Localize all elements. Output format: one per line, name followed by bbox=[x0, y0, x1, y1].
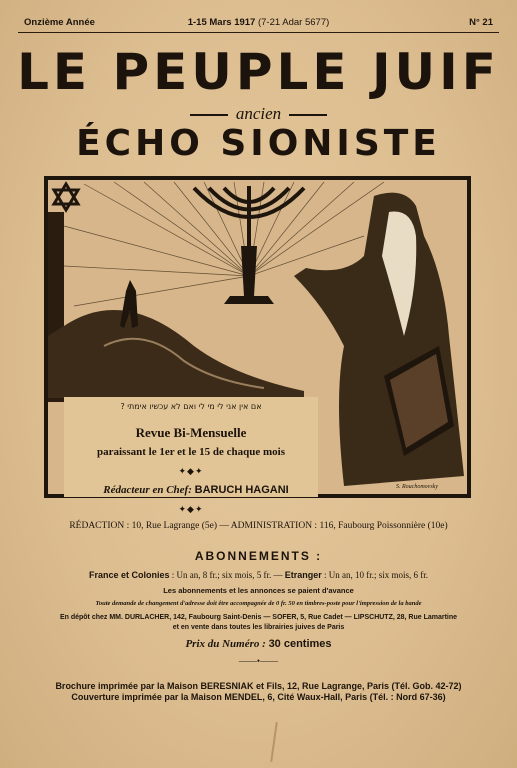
price-line bbox=[12, 638, 505, 650]
hebrew-caption: אם אין אני לי מי לי ואם לא עכשיו אימתי ? bbox=[120, 402, 262, 411]
editor-line bbox=[56, 484, 336, 496]
abonnements-heading: ABONNEMENTS : bbox=[194, 549, 323, 563]
subscription-rates bbox=[12, 570, 505, 580]
france-price: : Un an, 8 fr.; six mois, 5 fr. — bbox=[171, 570, 283, 580]
date-gregorian: 1-15 Mars 1917 bbox=[187, 17, 256, 28]
issue-number: N° 21 bbox=[469, 17, 493, 28]
revue-label: Revue Bi-Mensuelle bbox=[135, 425, 247, 440]
masthead-former-title: ÉCHO SIONISTE bbox=[76, 123, 441, 164]
editor-label: Rédacteur en Chef: bbox=[103, 484, 192, 496]
ornament-2: ✦◆✦ bbox=[178, 504, 204, 514]
header-line bbox=[24, 17, 493, 33]
header-rule bbox=[18, 32, 499, 33]
former-label: ancien bbox=[235, 104, 282, 123]
masthead-title: LE PEUPLE JUIF bbox=[17, 43, 500, 101]
sale-note: et en vente dans toutes les librairies juives de Paris bbox=[172, 624, 345, 631]
etranger-label: Etranger bbox=[284, 570, 322, 580]
dash-left bbox=[190, 114, 228, 116]
address-change-note: Toute demande de changement d'adresse doit être accompagnée de 0 fr. 50 en timbres-poste pour l'impression de la bande bbox=[95, 600, 422, 607]
menorah-base bbox=[224, 296, 274, 304]
price-label: Prix du Numéro : bbox=[185, 638, 266, 650]
brochure-imprint: Brochure imprimée par la Maison BERESNIAK et Fils, 12, Rue Lagrange, Paris (Tél. Gob. 42-72) bbox=[55, 681, 462, 691]
issue-date bbox=[24, 17, 493, 28]
frequency-label: paraissant le 1er et le 15 de chaque mois bbox=[96, 446, 285, 458]
separator-ornament: ——•—— bbox=[238, 656, 279, 666]
masthead-former bbox=[0, 104, 517, 124]
depot-list: En dépôt chez MM. DURLACHER, 142, Faubourg Saint-Denis — SOFER, 5, Rue Cadet — LIPSCHUTZ, 28, Rue Lamartine bbox=[59, 614, 458, 621]
payment-note: Les abonnements et les annonces se paient d'avance bbox=[163, 586, 354, 595]
ornament-1: ✦◆✦ bbox=[178, 466, 204, 476]
dash-right bbox=[289, 114, 327, 116]
year-label: Onzième Année bbox=[24, 17, 95, 28]
paper-crease bbox=[270, 722, 278, 762]
editor-name: BARUCH HAGANI bbox=[194, 484, 289, 496]
date-hebrew: (7-21 Adar 5677) bbox=[257, 17, 330, 28]
etranger-price: : Un an, 10 fr.; six mois, 6 fr. bbox=[324, 570, 429, 580]
artist-signature: S. Rouchomovsky bbox=[396, 484, 438, 490]
france-label: France et Colonies bbox=[88, 570, 170, 580]
cover-imprint: Couverture imprimée par la Maison MENDEL, 6, Cité Waux-Hall, Paris (Tél. : Nord 67-36) bbox=[71, 692, 446, 702]
price-value: 30 centimes bbox=[268, 638, 332, 650]
redaction-address: RÉDACTION : 10, Rue Lagrange (5e) — ADMINISTRATION : 116, Faubourg Poissonnière (10e) bbox=[69, 521, 448, 531]
